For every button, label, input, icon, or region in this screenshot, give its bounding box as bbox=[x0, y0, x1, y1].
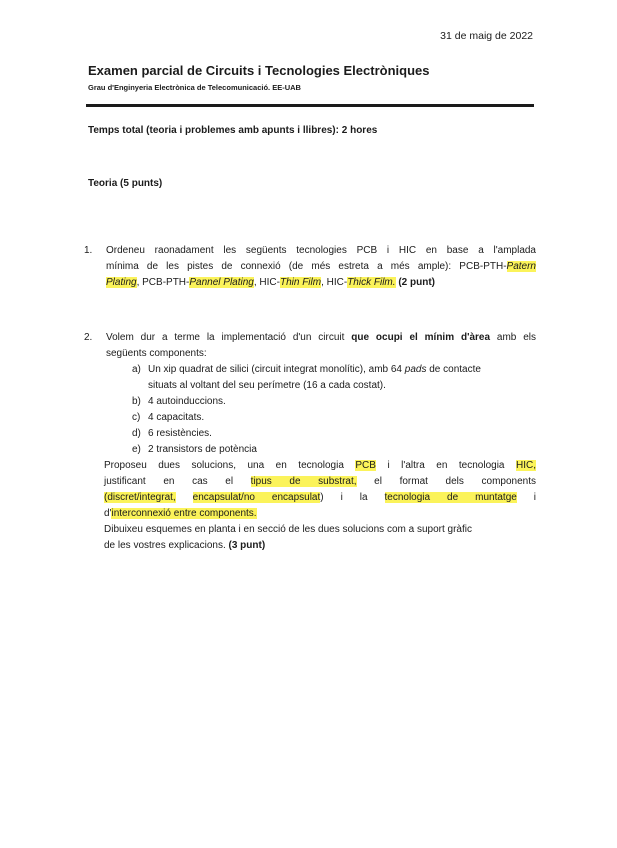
exam-title: Examen parcial de Circuits i Tecnologies Electròniques bbox=[88, 63, 430, 78]
highlight: Thick Film. bbox=[347, 277, 396, 288]
highlight: Pannel Plating bbox=[189, 277, 254, 288]
highlight: encapsulat/no encapsulat bbox=[192, 492, 321, 503]
q2-line-1: Volem dur a terme la implementació d'un circuit que ocupi el mínim d'àrea amb els bbox=[106, 332, 536, 343]
q2-para-line-3: (discret/integrat, encapsulat/no encapsulat) i la tecnologia de muntatge i bbox=[104, 492, 537, 503]
question-points: (3 punt) bbox=[228, 540, 266, 551]
highlight: Patern bbox=[506, 261, 536, 272]
list-item: c) 4 capacitats. bbox=[132, 412, 205, 423]
list-item: a) Un xip quadrat de silici (circuit integrat monolític), amb 64 pads de contacte bbox=[132, 364, 481, 375]
question-number: 2. bbox=[84, 332, 93, 343]
highlight: Thin Film bbox=[279, 277, 322, 288]
q2-para-line-1: Proposeu dues solucions, una en tecnologia PCB i l'altra en tecnologia HIC, bbox=[104, 460, 536, 471]
q2-para-line-2: justificant en cas el tipus de substrat, el format dels components bbox=[104, 476, 536, 487]
highlight: Plating bbox=[106, 277, 137, 288]
question-2 bbox=[84, 330, 536, 554]
exam-date: 31 de maig de 2022 bbox=[440, 30, 533, 42]
question-1 bbox=[84, 243, 536, 291]
section-title: Teoria (5 punts) bbox=[88, 178, 163, 189]
highlight: interconnexió entre components. bbox=[111, 508, 257, 519]
highlight: tipus de substrat, bbox=[250, 476, 357, 487]
q2-para-line-4: d'interconnexió entre components. bbox=[104, 508, 257, 519]
q2-para-line-5: Dibuixeu esquemes en planta i en secció de les dues solucions com a suport gràfic bbox=[104, 524, 472, 535]
total-time: Temps total (teoria i problemes amb apunts i llibres): 2 hores bbox=[88, 125, 378, 136]
q1-line-2: mínima de les pistes de connexió (de més estreta a més ample): PCB-PTH-Patern bbox=[106, 261, 536, 272]
q2-para-line-6: de les vostres explicacions. (3 punt) bbox=[104, 540, 266, 551]
list-item: e) 2 transistors de potència bbox=[132, 444, 257, 455]
highlight: HIC, bbox=[516, 460, 536, 471]
list-item-continuation: situats al voltant del seu perímetre (16 a cada costat). bbox=[148, 380, 386, 391]
question-number: 1. bbox=[84, 245, 93, 256]
highlight: tecnologia de muntatge bbox=[384, 492, 517, 503]
q1-line-3: Plating, PCB-PTH-Pannel Plating, HIC-Thin Film, HIC-Thick Film. (2 punt) bbox=[106, 277, 435, 288]
q1-line-1: Ordeneu raonadament les següents tecnologies PCB i HIC en base a l'amplada bbox=[106, 245, 536, 256]
highlight: (discret/integrat, bbox=[104, 492, 176, 503]
q2-line-2: següents components: bbox=[106, 348, 207, 359]
exam-subtitle: Grau d'Enginyeria Electrònica de Telecomunicació. EE-UAB bbox=[88, 83, 301, 92]
list-item: b) 4 autoinduccions. bbox=[132, 396, 226, 407]
list-item: d) 6 resistències. bbox=[132, 428, 212, 439]
highlight: PCB bbox=[355, 460, 376, 471]
question-points: (2 punt) bbox=[398, 277, 435, 288]
header-divider bbox=[86, 104, 534, 107]
